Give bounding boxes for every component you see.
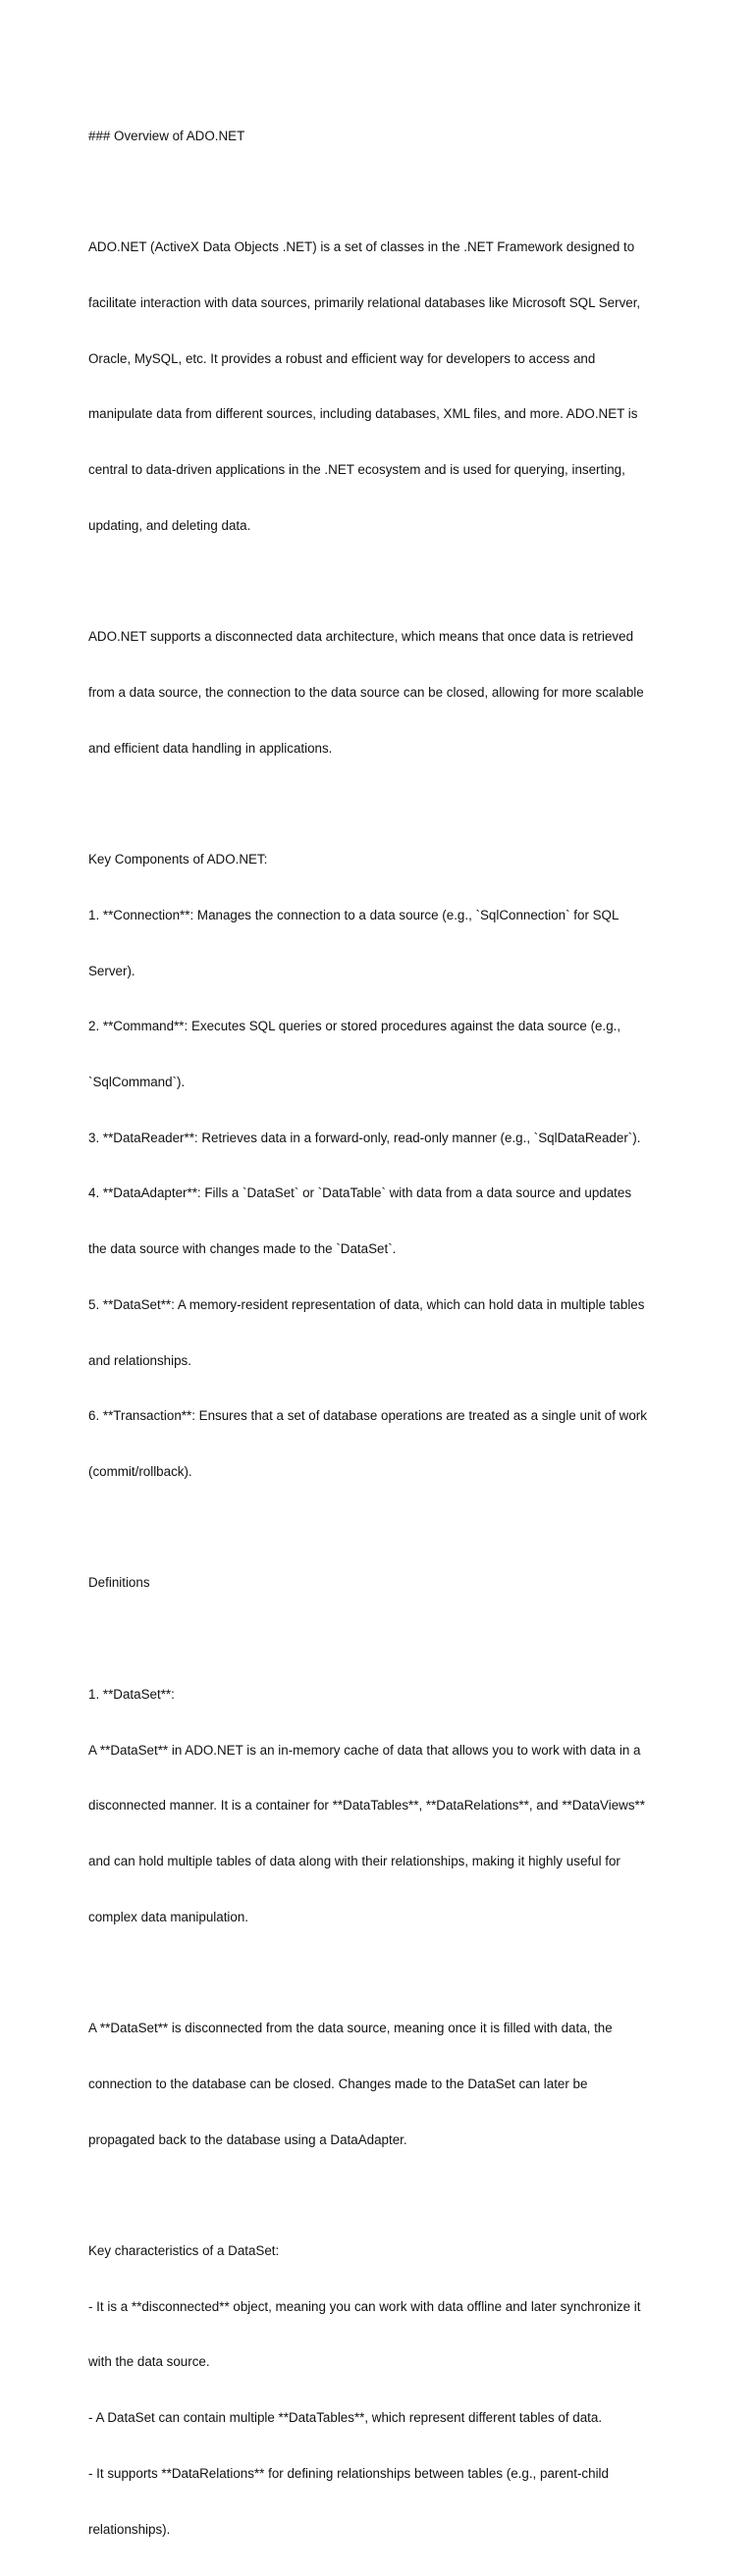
dataset-definition: [88, 1649, 677, 1964]
text-line: Oracle, MySQL, etc. It provides a robust and efficient way for developers to access and: [88, 350, 596, 366]
heading-text: ### Overview of ADO.NET: [88, 128, 245, 143]
list-item-line: 6. **Transaction**: Ensures that a set of database operations are treated as a single unit of work: [88, 1408, 647, 1424]
text-line: disconnected manner. It is a container for **DataTables**, **DataRelations**, and **DataViews**: [88, 1798, 645, 1814]
spacer: [88, 1630, 677, 1649]
list-item-line: - It is a **disconnected** object, meaning you can work with data offline and later synchronize it: [88, 2298, 641, 2314]
spacer: [88, 795, 677, 814]
text-line: manipulate data from different sources, including databases, XML files, and more. ADO.NET is: [88, 406, 638, 422]
section-title: Definitions: [88, 1575, 150, 1591]
text-line: central to data-driven applications in the .NET ecosystem and is used for querying, inserting,: [88, 462, 625, 478]
list-item-line: 4. **DataAdapter**: Fills a `DataSet` or `DataTable` with data from a data source and updates: [88, 1185, 632, 1201]
components-section: [88, 814, 677, 1518]
characteristics-title: Key characteristics of a DataSet:: [88, 2243, 280, 2259]
list-item-line: 3. **DataReader**: Retrieves data in a forward-only, read-only manner (e.g., `SqlDataReader`).: [88, 1130, 641, 1145]
intro-paragraph-2: [88, 591, 677, 795]
spacer: [88, 184, 677, 202]
text-line: complex data manipulation.: [88, 1909, 249, 1924]
intro-paragraph-1: [88, 201, 677, 572]
text-line: connection to the database can be closed. Changes made to the DataSet can later be: [88, 2076, 588, 2091]
dataset-characteristics: [88, 2205, 677, 2576]
text-line: propagated back to the database using a DataAdapter.: [88, 2131, 407, 2147]
text-line: from a data source, the connection to the data source can be closed, allowing for more scalable: [88, 684, 644, 700]
dataset-disconnected-paragraph: [88, 1982, 677, 2186]
spacer: [88, 1519, 677, 1538]
document-page: [88, 90, 677, 2576]
text-line: and efficient data handling in applications.: [88, 740, 333, 756]
text-line: ADO.NET supports a disconnected data architecture, which means that once data is retrieved: [88, 629, 634, 645]
list-item-line: relationships).: [88, 2521, 171, 2537]
components-title: Key Components of ADO.NET:: [88, 852, 268, 867]
list-item-line: (commit/rollback).: [88, 1464, 192, 1480]
text-line: ADO.NET (ActiveX Data Objects .NET) is a set of classes in the .NET Framework designed to: [88, 239, 635, 255]
spacer: [88, 1964, 677, 1982]
text-line: A **DataSet** in ADO.NET is an in-memory cache of data that allows you to work with data in a: [88, 1742, 641, 1758]
list-item-line: and relationships.: [88, 1352, 191, 1368]
spacer: [88, 2186, 677, 2205]
list-item-line: Server).: [88, 963, 135, 978]
list-item-line: 1. **Connection**: Manages the connection to a data source (e.g., `SqlConnection` for SQL: [88, 907, 619, 922]
text-line: A **DataSet** is disconnected from the data source, meaning once it is filled with data, the: [88, 2021, 613, 2036]
text-line: and can hold multiple tables of data along with their relationships, making it highly useful for: [88, 1854, 620, 1869]
spacer: [88, 573, 677, 592]
definitions-title: [88, 1538, 677, 1631]
list-item-line: - A DataSet can contain multiple **DataTables**, which represent different tables of data.: [88, 2410, 603, 2426]
list-item-line: with the data source.: [88, 2354, 210, 2370]
list-item-line: 2. **Command**: Executes SQL queries or stored procedures against the data source (e.g.,: [88, 1019, 621, 1034]
list-item-line: - It supports **DataRelations** for defining relationships between tables (e.g., parent-child: [88, 2465, 609, 2481]
list-item-line: 5. **DataSet**: A memory-resident representation of data, which can hold data in multiple tables: [88, 1296, 645, 1312]
document-heading: [88, 90, 677, 184]
item-title: 1. **DataSet**:: [88, 1686, 175, 1702]
list-item-line: `SqlCommand`).: [88, 1074, 186, 1089]
text-line: updating, and deleting data.: [88, 517, 251, 533]
text-line: facilitate interaction with data sources, primarily relational databases like Microsoft SQL Server,: [88, 294, 641, 310]
list-item-line: the data source with changes made to the `DataSet`.: [88, 1241, 397, 1257]
